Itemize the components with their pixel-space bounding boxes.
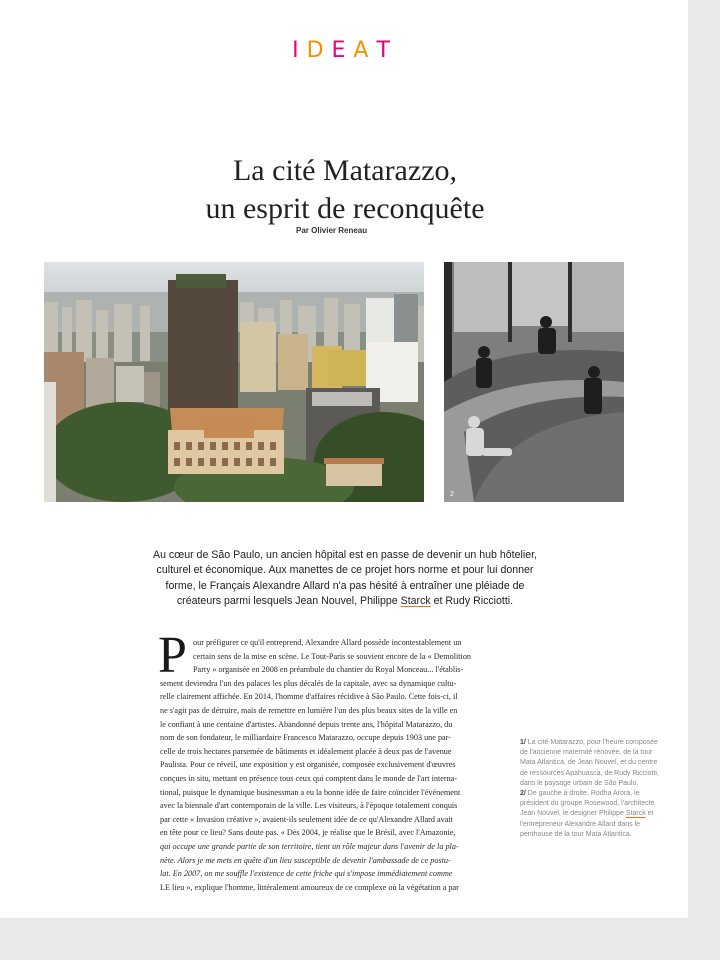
body-line: celle de trois hectares parsemée de bâtiments et idéalement placée à deux pas de l'avenue: [160, 746, 452, 756]
logo-letter: A: [353, 38, 375, 63]
group-portrait-photo: [444, 262, 624, 502]
body-line: Paulista. Pour ce réveil, une exposition y est organisée, composée exclusivement d'œuvres: [160, 760, 456, 770]
caption-text: La cité Matarazzo, pour l'heure composée de l'ancienne maternité rénovée, de la tour Mata Atlantica, de Jean Nouvel, et du centre de ressources Apahuasca, de Rudy Ricciotti, dans le paysage urbain de São Paulo.: [520, 739, 659, 787]
body-line: qui occupe une grande partie de son territoire, tient un rôle majeur dans l'avenir de la pla-: [160, 841, 459, 851]
lead-highlight: Starck: [400, 595, 431, 608]
caption-highlight: Starck: [625, 810, 646, 818]
caption-number: 1/: [520, 739, 526, 746]
body-line: Party » organisée en 2008 en préambule du chantier du Royal Monceau... l'établis-: [193, 665, 464, 675]
caption-text-end: et l'entrepreneur Alexandre Allard dans le penthouse de la tour Mata Atlantica.: [520, 810, 654, 838]
logo-letter: T: [376, 38, 396, 63]
body-line: LE lieu », explique l'homme, littéralement amoureux de ce complexe où la végétation a par: [160, 882, 459, 892]
magazine-logo: [0, 38, 688, 64]
body-line: relle clairement affichée. En 2014, l'homme d'affaires récidive à São Paulo. Cette fois-ci, il: [160, 692, 458, 702]
article-lead: [150, 548, 540, 610]
byline: Par Olivier Reneau: [296, 226, 368, 235]
title-line-2: un esprit de reconquête: [205, 192, 485, 225]
logo-letter: I: [292, 38, 305, 63]
city-aerial-photo: [44, 262, 424, 502]
article-title: [150, 152, 540, 228]
drop-cap: P: [158, 627, 187, 684]
photo-captions: [520, 738, 660, 840]
body-line: nète. Alors je me mets en quête d'un lieu susceptible de devenir l'ambassade de ce postu-: [160, 855, 451, 865]
logo-letter: E: [331, 38, 352, 63]
article-body: [160, 636, 502, 894]
lead-text: Au cœur de São Paulo, un ancien hôpital est en passe de devenir un hub hôtelier, culturel et économique. Aux manettes de ce projet hors norme et pour lui donner forme, le Français Alexandre Allard n'a pas hésité à entraîner une pléiade de créateurs parmi lesquels Jean Nouvel, Philippe: [153, 549, 537, 608]
caption-number: 2/: [520, 790, 526, 798]
city-photo-illustration: [44, 262, 424, 502]
lead-text-end: et Rudy Ricciotti.: [430, 595, 514, 608]
body-line: sement deviendra l'un des palaces les plus décalés de la capitale, avec sa dynamique cultu-: [160, 678, 457, 688]
body-line: en tête pour ce lieu? Sans doute pas. « Dès 2004, je réalise que le Brésil, avec l'Amazonie,: [160, 828, 456, 838]
body-line: tional, puisque le dynamique businessman a eu la bonne idée de faire coïncider l'événement: [160, 787, 461, 797]
body-line: nom de son fondateur, le milliardaire Francesco Matarazzo, occupe depuis 1903 une par-: [160, 733, 451, 743]
caption-text: De gauche à droite, Rodha Arora, le président du groupe Rosewood, l'architecte Jean Nouvel, le designer Philippe: [520, 790, 655, 818]
body-line: our préfigurer ce qu'il entreprend, Alexandre Allard possède incontestablement un: [193, 638, 462, 647]
body-line: avec la biennale d'art contemporain de la ville. Les visiteurs, à l'époque totalement conquis: [160, 801, 458, 811]
logo-letter: D: [306, 38, 330, 63]
body-line: certain sens de la mise en scène. Le Tout-Paris se souvient encore de la « Demolition: [193, 651, 472, 661]
title-line-1: La cité Matarazzo,: [232, 154, 458, 187]
body-line: conçues in situ, mettant en présence tous ceux qui comptent dans le monde de l'art interna-: [160, 773, 458, 783]
photo-number: 2: [450, 491, 454, 498]
body-line: ne s'agit pas de détruire, mais de remettre en lumière l'un des plus beaux sites de la ville en: [160, 705, 458, 715]
portrait-photo-illustration: [444, 262, 624, 502]
body-line: par cette « Invasion créative », avaient-ils seulement idée de ce qu'Alexandre Allard avait: [160, 814, 453, 824]
body-line: le confiant à une centaine d'artistes. Abandonné depuis trente ans, l'hôpital Matarazzo, du: [160, 719, 453, 729]
body-line: lat. En 2007, on me souffle l'existence de cette friche qui s'impose immédiatement comme: [160, 869, 453, 879]
